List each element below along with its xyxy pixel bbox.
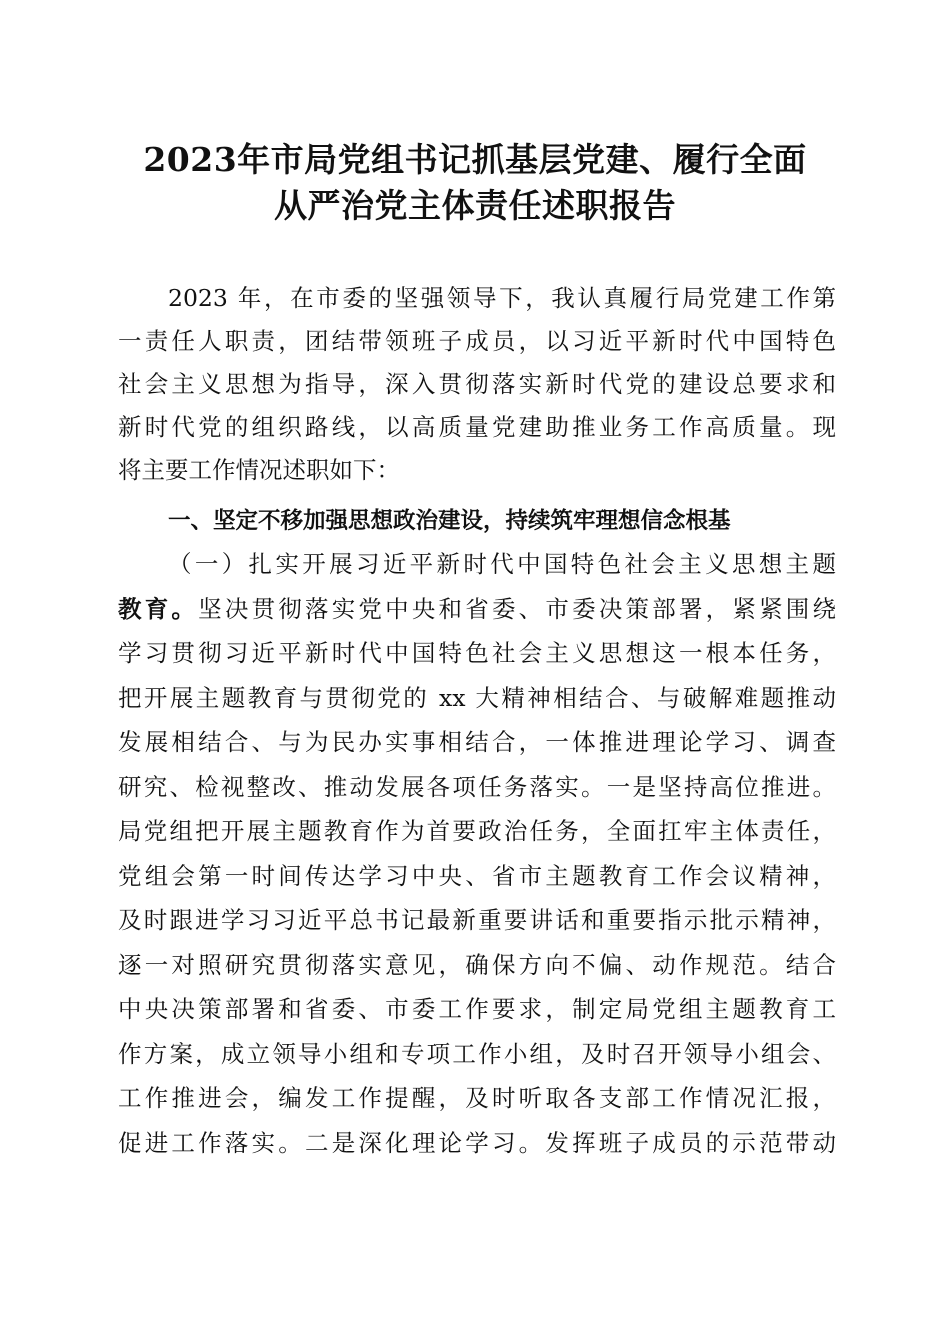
intro-paragraph-line: 新时代党的组织路线，以高质量党建助推业务工作高质量。现 bbox=[118, 413, 836, 441]
subsection-heading-line: （一）扎实开展习近平新时代中国特色社会主义思想主题 bbox=[168, 550, 836, 578]
body-text-run: 坚决贯彻落实党中央和省委、市委决策部署，紧紧围绕 bbox=[198, 595, 837, 623]
body-line: 党组会第一时间传达学习中央、省市主题教育工作会议精神， bbox=[118, 862, 836, 890]
body-line: 中央决策部署和省委、市委工作要求，制定局党组主题教育工 bbox=[118, 995, 836, 1023]
body-line: 学习贯彻习近平新时代中国特色社会主义思想这一根本任务， bbox=[118, 639, 836, 667]
body-line: 逐一对照研究贯彻落实意见，确保方向不偏、动作规范。结合 bbox=[118, 951, 836, 979]
subsection-heading-tail: 教育。 bbox=[118, 595, 199, 623]
intro-paragraph-line: 将主要工作情况述职如下： bbox=[118, 456, 400, 484]
body-line: 把开展主题教育与贯彻党的 xx 大精神相结合、与破解难题推动 bbox=[118, 684, 836, 712]
body-line: 发展相结合、与为民办实事相结合，一体推进理论学习、调查 bbox=[118, 728, 836, 756]
body-line: 作方案，成立领导小组和专项工作小组，及时召开领导小组会、 bbox=[118, 1040, 836, 1068]
section-heading: 一、坚定不移加强思想政治建设，持续筑牢理想信念根基 bbox=[168, 508, 731, 534]
body-line: 工作推进会，编发工作提醒，及时听取各支部工作情况汇报， bbox=[118, 1084, 836, 1112]
subsection-continuation-line bbox=[118, 594, 836, 624]
body-line: 局党组把开展主题教育作为首要政治任务，全面扛牢主体责任， bbox=[118, 817, 836, 845]
body-line: 研究、检视整改、推动发展各项任务落实。一是坚持高位推进。 bbox=[118, 773, 836, 801]
body-line: 促进工作落实。二是深化理论学习。发挥班子成员的示范带动 bbox=[118, 1129, 836, 1157]
document-title-line-2: 从严治党主体责任述职报告 bbox=[274, 186, 676, 225]
intro-paragraph-line: 2023 年，在市委的坚强领导下，我认真履行局党建工作第 bbox=[168, 284, 836, 312]
intro-paragraph-line: 一责任人职责，团结带领班子成员，以习近平新时代中国特色 bbox=[118, 327, 836, 355]
document-title-line-1: 2023年市局党组书记抓基层党建、履行全面 bbox=[143, 140, 807, 179]
body-line: 及时跟进学习习近平总书记最新重要讲话和重要指示批示精神， bbox=[118, 906, 836, 934]
intro-paragraph-line: 社会主义思想为指导，深入贯彻落实新时代党的建设总要求和 bbox=[118, 370, 836, 398]
